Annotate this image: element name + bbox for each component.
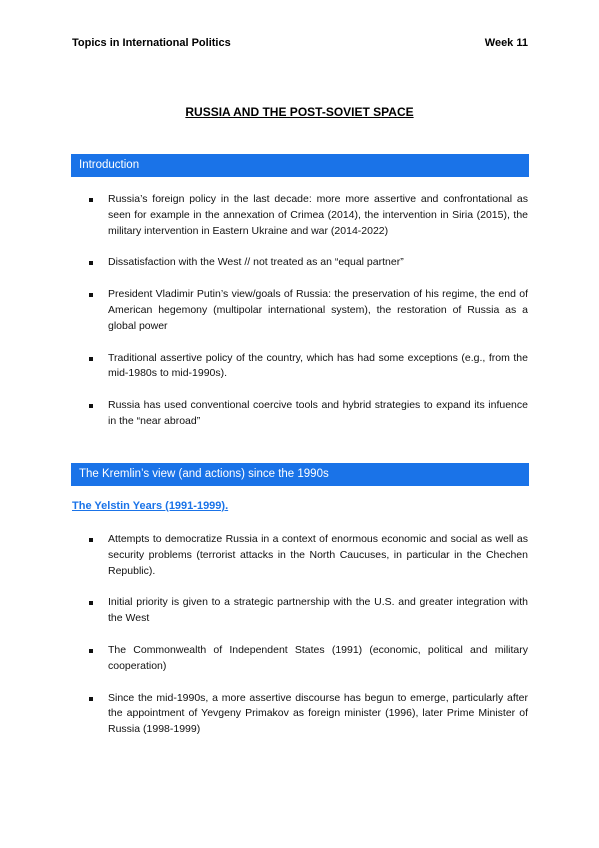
bullet-icon: [89, 198, 93, 202]
bullet-icon: [89, 601, 93, 605]
bullet-icon: [89, 293, 93, 297]
section-heading-introduction: Introduction: [71, 154, 529, 177]
list-item: [87, 351, 528, 383]
list-item: [87, 595, 528, 627]
document-title: RUSSIA AND THE POST-SOVIET SPACE: [185, 105, 414, 119]
bullet-icon: [89, 357, 93, 361]
page-header: [72, 37, 528, 49]
bullet-icon: [89, 261, 93, 265]
list-item-text: Attempts to democratize Russia in a context of enormous economic and social as well as security problems (terrorist attacks in the North Caucuses, in particular in the Chechen Republic).: [108, 533, 528, 577]
bullet-icon: [89, 649, 93, 653]
week-label: Week 11: [484, 37, 528, 49]
list-item: [87, 192, 528, 239]
subheading-yelstin-years: The Yelstin Years (1991-1999).: [72, 500, 229, 512]
bullet-icon: [89, 404, 93, 408]
list-item-text: President Vladimir Putin’s view/goals of Russia: the preservation of his regime, the end of American hegemony (multipolar international system), the restoration of Russia as a global power: [108, 288, 528, 332]
introduction-list: [87, 192, 528, 430]
list-item-text: Since the mid-1990s, a more assertive discourse has begun to emerge, particularly after the appointment of Yevgeny Primakov as foreign minister (1996), later Prime Minister of Russia (1998-1999): [108, 691, 528, 736]
section-heading-kremlin-view: The Kremlin’s view (and actions) since the 1990s: [71, 463, 529, 486]
list-item: [87, 643, 528, 675]
list-item: [87, 398, 528, 430]
bullet-icon: [89, 538, 93, 542]
list-item-text: The Commonwealth of Independent States (1991) (economic, political and military cooperation): [108, 643, 528, 672]
yelstin-years-list: [87, 532, 528, 738]
list-item-text: Russia’s foreign policy in the last decade: more more assertive and confrontational as seen for example in the annexation of Crimea (2014), the intervention in Siria (2015), the military intervention in Eastern Ukraine and war (2014-2022): [108, 193, 528, 237]
list-item-text: Dissatisfaction with the West // not treated as an “equal partner”: [108, 256, 404, 269]
list-item-text: Initial priority is given to a strategic partnership with the U.S. and greater integration with the West: [108, 596, 528, 625]
list-item-text: Traditional assertive policy of the country, which has had some exceptions (e.g., from the mid-1980s to mid-1990s).: [108, 351, 528, 380]
list-item: [87, 532, 528, 579]
list-item-text: Russia has used conventional coercive tools and hybrid strategies to expand its infuence in the “near abroad”: [108, 399, 528, 427]
list-item: [87, 255, 528, 271]
bullet-icon: [89, 697, 93, 701]
list-item: [87, 691, 528, 738]
course-title: Topics in International Politics: [72, 37, 231, 49]
list-item: [87, 287, 528, 334]
